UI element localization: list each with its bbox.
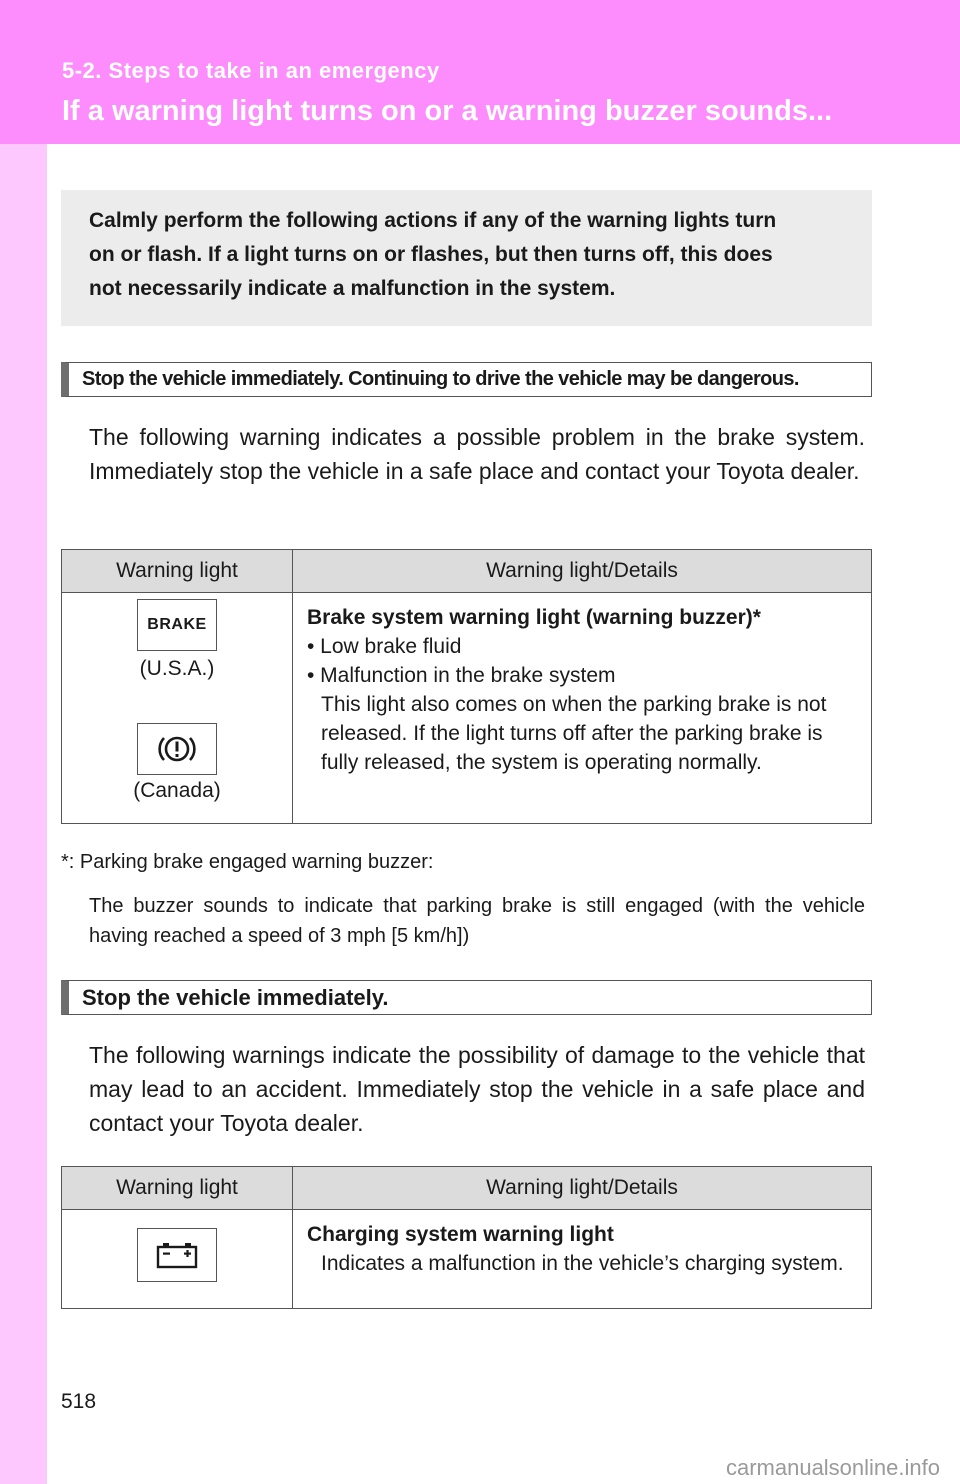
section-label: 5-2. Steps to take in an emergency [62,58,440,83]
section-heading-stop: Stop the vehicle immediately. [61,980,872,1015]
brake-text-icon [137,599,217,651]
battery-icon [137,1228,217,1282]
region-label-canada: (Canada) [133,779,221,802]
detail-bullet: • Low brake fluid [307,635,462,658]
brake-icon-label: BRAKE [147,616,207,633]
brake-warning-table [61,549,872,824]
detail-note: This light also comes on when the parking brake is not released. If the light turns off after the parking brake is fully released, the system is operating normally. [321,693,827,774]
intro-line: on or flash. If a light turns on or flashes, but then turns off, this does [89,243,773,266]
warning-light-cell [62,1210,293,1309]
warning-details-cell [293,1210,872,1309]
side-strip [0,0,47,1484]
detail-bullet: • Malfunction in the brake system [307,664,616,687]
brake-warning-paragraph: The following warning indicates a possible problem in the brake system. Immediately stop the vehicle in a safe place and contact your Toyota dealer. [89,424,865,484]
page-number: 518 [61,1390,97,1413]
page-header [0,0,960,144]
footnote-detail: The buzzer sounds to indicate that parking brake is still engaged (with the vehicle having reached a speed of 3 mph [5 km/h]) [89,895,865,947]
warning-title: Charging system warning light [307,1223,614,1246]
watermark: carmanualsonline.info [725,1455,940,1480]
table-row [62,1210,872,1309]
detail-note: Indicates a malfunction in the vehicle’s charging system. [321,1252,844,1275]
footnote: *: Parking brake engaged warning buzzer: [61,851,434,873]
brake-exclamation-icon [137,723,217,775]
table-row [62,593,872,824]
section-heading-dangerous: Stop the vehicle immediately. Continuing to drive the vehicle may be dangerous. [61,362,872,397]
column-header-warning-light: Warning light [62,1167,293,1210]
intro-line: Calmly perform the following actions if any of the warning lights turn [89,209,777,232]
page-title: If a warning light turns on or a warning buzzer sounds... [62,95,833,127]
region-label-usa: (U.S.A.) [139,657,215,680]
damage-warning-paragraph: The following warnings indicate the possibility of damage to the vehicle that may lead to an accident. Immediately stop the vehicle in a safe place and contact your Toyota dealer. [89,1042,865,1136]
warning-details-cell [293,593,872,824]
intro-line: not necessarily indicate a malfunction in the system. [89,277,616,300]
column-header-details: Warning light/Details [293,550,872,593]
warning-light-cell [62,593,293,824]
column-header-details: Warning light/Details [293,1167,872,1210]
warning-title: Brake system warning light (warning buzzer)* [307,606,761,629]
column-header-warning-light: Warning light [62,550,293,593]
intro-box [61,190,872,326]
charging-warning-table [61,1166,872,1309]
